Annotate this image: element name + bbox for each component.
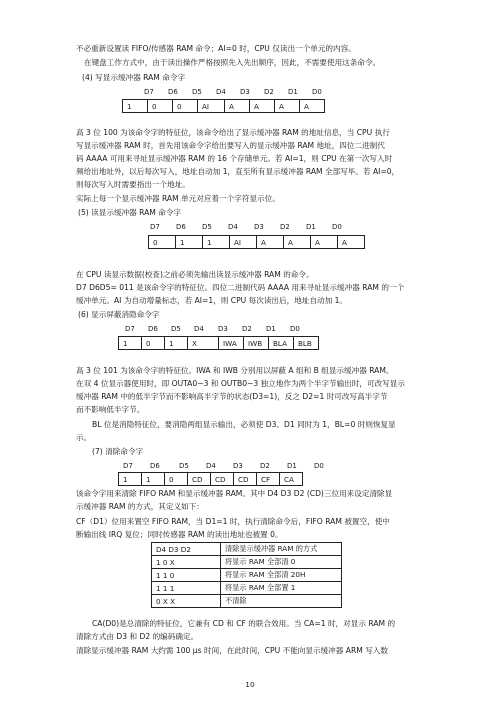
section-5-bit-labels [150, 222, 358, 232]
paragraph-ram-unit-note: 实际上每一个显示缓冲器 RAM 单元对应着一个字符显示位。 [76, 194, 280, 203]
paragraph-write-ram-line-5: 则每次写入时需要指出一个地址。 [76, 180, 190, 189]
bit-label: D2 [242, 325, 252, 333]
bit-label: D5 [202, 223, 212, 231]
bit-cell: A [300, 100, 325, 113]
bit-label: D2 [264, 88, 274, 96]
bit-label: D0 [314, 462, 324, 470]
bit-label: D7 [125, 325, 135, 333]
paragraph-ca-line-3: 清除显示缓冲器 RAM 大约需 100 μs 时间，在此时间，CPU 不能向显示缓冲器 ARM 写入数 [76, 646, 388, 655]
bit-label: D1 [306, 223, 316, 231]
paragraph-read-ram-line-1: 在 CPU 读显示数据(校查)之前必须先输出读显示缓冲器 RAM 的命令。 [76, 270, 314, 279]
paragraph-clear-line-3: CF（D1）位用来置空 FIFO RAM，当 D1=1 时，执行清除命令后，FIFO RAM 被置空，使中 [76, 517, 390, 526]
bit-cell: 1 [119, 473, 142, 486]
paragraph-write-ram-line-3: 码 AAAA 可用来寻址显示缓冲器 RAM 的 16 个存储单元。若 AI=1，则 CPU 在第一次写入时 [76, 154, 393, 163]
bit-cell: BLB [294, 337, 319, 350]
bit-label: D1 [288, 88, 298, 96]
bit-cell: 0 [148, 100, 173, 113]
bit-label: D5 [192, 88, 202, 96]
table-row [152, 569, 342, 582]
paragraph-read-ram-line-3: 缓冲单元。AI 为自动增量标志，若 AI=1，则 CPU 每次读出后，地址自动加 1。 [76, 296, 348, 305]
bit-label: D7 [123, 462, 133, 470]
paragraph-write-ram-line-1: 高 3 位 100 为该命令字的特征位，该命令给出了显示缓冲器 RAM 的地址信息，当 CPU 执行 [76, 128, 390, 137]
display-mask-command-table [118, 336, 319, 350]
section-7-heading: (7) 清除命令字 [92, 447, 144, 456]
table-cell: 1 1 1 [152, 582, 221, 595]
paragraph-clear-line-2: 示缓冲器 RAM 的方式，其定义如下： [76, 502, 204, 511]
bit-cell: AI [198, 100, 225, 113]
bit-label: D4 [206, 462, 216, 470]
table-cell: 1 0 X [152, 556, 221, 569]
bit-cell: 0 [142, 337, 165, 350]
table-row [152, 582, 342, 595]
table-row [152, 556, 342, 569]
bit-label: D3 [233, 462, 243, 470]
bit-cell: 0 [173, 100, 198, 113]
section-4-heading: (4) 写显示缓冲器 RAM 命令字 [82, 73, 186, 82]
bit-label: D1 [287, 462, 297, 470]
bit-cell: 1 [123, 100, 148, 113]
bit-cell: X [188, 337, 219, 350]
bit-label: D7 [150, 223, 160, 231]
table-cell: 将显示 RAM 全部清 20H [221, 569, 342, 582]
bit-cell: 1 [142, 473, 165, 486]
clear-command-table [118, 472, 303, 486]
paragraph-mask-line-4: 而不影响低半字节。 [76, 405, 145, 414]
bit-cell: A [338, 236, 365, 249]
table-cell: 将显示 RAM 全部清 0 [221, 556, 342, 569]
bit-label: D5 [171, 325, 181, 333]
table-cell: 0 X X [152, 595, 221, 608]
bit-label: D3 [240, 88, 250, 96]
bit-cell: A [275, 100, 300, 113]
bit-cell: 1 [176, 236, 203, 249]
table-row [152, 595, 342, 608]
bit-label: D0 [290, 325, 300, 333]
bit-cell: 0 [149, 236, 176, 249]
paragraph-write-ram-line-2: 写显示缓冲器 RAM 时，首先用该命令字给出要写入的显示缓冲器 RAM 地址，四位二进制代 [76, 141, 385, 150]
paragraph-keyboard-mode-note: 在键盘工作方式中，由于读出操作严格按照先入先出顺序，因此，不需要使用这条命令。 [84, 58, 381, 67]
section-7-bit-labels [123, 461, 341, 471]
paragraph-blank-line-2: 示。 [76, 433, 92, 442]
bit-label: D6 [148, 325, 158, 333]
table-cell: 不清除 [221, 595, 342, 608]
paragraph-write-ram-line-4: 频给出地址外，以后每次写入，地址自动加 1，直至所有显示缓冲器 RAM 全部写毕。若 AI=0， [76, 167, 400, 176]
bit-cell: 1 [165, 337, 188, 350]
paragraph-clear-line-4: 断输出线 IRQ 复位；同时传感器 RAM 的读出地址也被置 0。 [76, 530, 283, 539]
bit-cell: 0 [165, 473, 188, 486]
bit-cell: AI [230, 236, 257, 249]
paragraph-ca-line-1: CA(D0)是总清除的特征位，它兼有 CD 和 CF 的联合效用。当 CA=1 时，对显示 RAM 的 [92, 619, 396, 628]
bit-cell: A [284, 236, 311, 249]
bit-label: D4 [216, 88, 226, 96]
clear-mode-table [151, 542, 342, 608]
paragraph-mask-line-2: 在双 4 位显示器使用时，即 OUTA0~3 和 OUTB0~3 独立地作为两个半字节输出时，可改写显示 [76, 379, 405, 388]
bit-cell: A [257, 236, 284, 249]
section-6-heading: (6) 显示屏蔽消隐命令字 [78, 310, 160, 319]
bit-cell: CD [234, 473, 257, 486]
bit-cell: IWB [244, 337, 269, 350]
bit-label: D0 [332, 223, 342, 231]
paragraph-clear-line-1: 该命令字用来清除 FIFO RAM 和显示缓冲器 RAM。其中 D4 D3 D2 (CD)三位用来设定清除显 [76, 489, 393, 498]
table-header-row [152, 543, 342, 556]
paragraph-blank-line-1: BL 位是消隐特征位，要消隐两组显示输出，必须使 D3、D1 同时为 1，BL=0 时则恢复显 [92, 420, 396, 429]
bit-cell: A [225, 100, 250, 113]
bit-label: D4 [194, 325, 204, 333]
bit-label: D5 [179, 462, 189, 470]
bit-cell: CF [257, 473, 280, 486]
bit-label: D2 [280, 223, 290, 231]
bit-label: D4 [228, 223, 238, 231]
table-header-cell: 清除显示缓冲器 RAM 的方式 [221, 543, 342, 556]
bit-cell: IWA [219, 337, 244, 350]
bit-label: D7 [144, 88, 154, 96]
bit-cell: A [250, 100, 275, 113]
section-5-heading: (5) 读显示缓冲器 RAM 命令字 [78, 208, 182, 217]
bit-label: D3 [254, 223, 264, 231]
bit-label: D0 [312, 88, 322, 96]
bit-label: D1 [266, 325, 276, 333]
bit-label: D6 [168, 88, 178, 96]
bit-cell: CD [211, 473, 234, 486]
section-4-bit-labels [144, 87, 336, 97]
bit-cell: BLA [269, 337, 294, 350]
table-cell: 1 1 0 [152, 569, 221, 582]
bit-label: D2 [260, 462, 270, 470]
paragraph-read-ram-line-2: D7 D6D5= 011 是该命令字的特征位。四位二进制代码 AAAA 用来寻址显示缓冲器 RAM 的一个 [76, 283, 405, 292]
read-display-ram-command-table [148, 235, 365, 249]
bit-label: D6 [176, 223, 186, 231]
section-6-bit-labels [125, 324, 314, 334]
bit-cell: CA [280, 473, 303, 486]
write-display-ram-command-table [122, 99, 325, 113]
bit-cell: A [311, 236, 338, 249]
table-cell: 将显示 RAM 全部置 1 [221, 582, 342, 595]
paragraph-mask-line-3: 缓冲器 RAM 中的低半字节而不影响高半字节的状态(D3=1)，反之 D2=1 时可改写高半字节 [76, 392, 388, 401]
bit-label: D3 [218, 325, 228, 333]
bit-label: D6 [150, 462, 160, 470]
bit-cell: 1 [203, 236, 230, 249]
bit-cell: CD [188, 473, 211, 486]
paragraph-ca-line-2: 清除方式由 D3 和 D2 的编码确定。 [76, 632, 199, 641]
table-header-cell: D4 D3 D2 [152, 543, 221, 556]
page-number: 10 [245, 680, 255, 689]
bit-cell: 1 [119, 337, 142, 350]
paragraph-fifo-read-note: 不必重新设置读 FIFO/传感器 RAM 命令；AI=0 时，CPU 仅读出一个单元的内容。 [76, 44, 356, 53]
paragraph-mask-line-1: 高 3 位 101 为该命令字的特征位。IWA 和 IWB 分别用以屏蔽 A 组和 B 组显示缓冲器 RAM。 [76, 366, 394, 375]
